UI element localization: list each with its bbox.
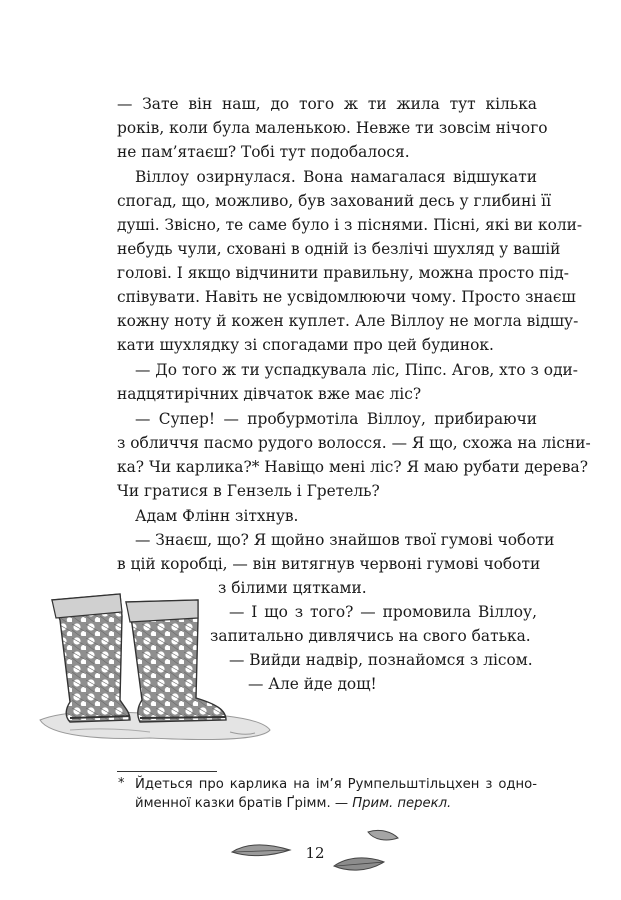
text-line: ка? Чи карлика?* Навіщо мені ліс? Я маю рубати дерева? [117,458,588,476]
text-line: небудь чули, сховані в одній із безлічі шухляд у вашій [117,240,561,258]
text-line: — Але йде дощ! [248,675,377,693]
text-line: надцятирічних дівчаток вже має ліс? [117,385,422,403]
text-line: запитально дивлячись на свого батька. [210,627,531,645]
text-line: кожну ноту й кожен куплет. Але Віллоу не могла відшу- [117,312,579,330]
text-line: — Вийди надвір, познайомся з лісом. [229,651,533,669]
footnote-mark: * [118,776,125,791]
text-line: душі. Звісно, те саме було і з піснями. Пісні, які ви коли- [117,216,583,234]
text-line: Чи гратися в Гензель і Гретель? [117,482,380,500]
leaf-decoration-icon [230,838,296,860]
text-line: — І що з того? — промовила Віллоу, [229,603,537,621]
text-line: співувати. Навіть не усвідомлюючи чому. Просто знаєш [117,288,576,306]
footnote-text: йменної казки братів Ґрімм. — [135,796,353,811]
text-line: — До того ж ти успадкувала ліс, Піпс. Агов, хто з оди- [135,361,578,379]
text-line: Віллоу озирнулася. Вона намагалася відшукати [135,168,537,186]
text-line: кати шухлядку зі спогадами про цей будинок. [117,336,494,354]
text-line: в цій коробці, — він витягнув червоні гумові чоботи [117,555,541,573]
text-line: з обличчя пасмо рудого волосся. — Я що, схожа на лісни- [117,434,591,452]
text-line: голові. І якщо відчинити правильну, можна просто під- [117,264,569,282]
text-line: з білими цятками. [218,579,367,597]
text-line: Адам Флінн зітхнув. [135,507,299,525]
text-line: — Знаєш, що? Я щойно знайшов твої гумові чоботи [135,531,555,549]
footnote-line [135,794,537,813]
footnote-line: Йдеться про карлика на ім’я Румпельштільцхен з одно- [135,777,537,792]
text-line: — Супер! — пробурмотіла Віллоу, прибираючи [135,410,537,428]
text-line: років, коли була маленькою. Невже ти зовсім нічого [117,119,548,137]
footnote-translator-note: Прим. перекл. [352,796,452,811]
leaf-decoration-icon [328,826,408,876]
text-line: не пам’ятаєш? Тобі тут подобалося. [117,143,410,161]
rubber-boots-illustration [30,580,280,760]
text-line: спогад, що, можливо, був захований десь у глибині її [117,192,552,210]
text-line: — Зате він наш, до того ж ти жила тут кілька [117,95,537,113]
footnote-divider [117,771,217,772]
page-number: 12 [305,844,325,862]
